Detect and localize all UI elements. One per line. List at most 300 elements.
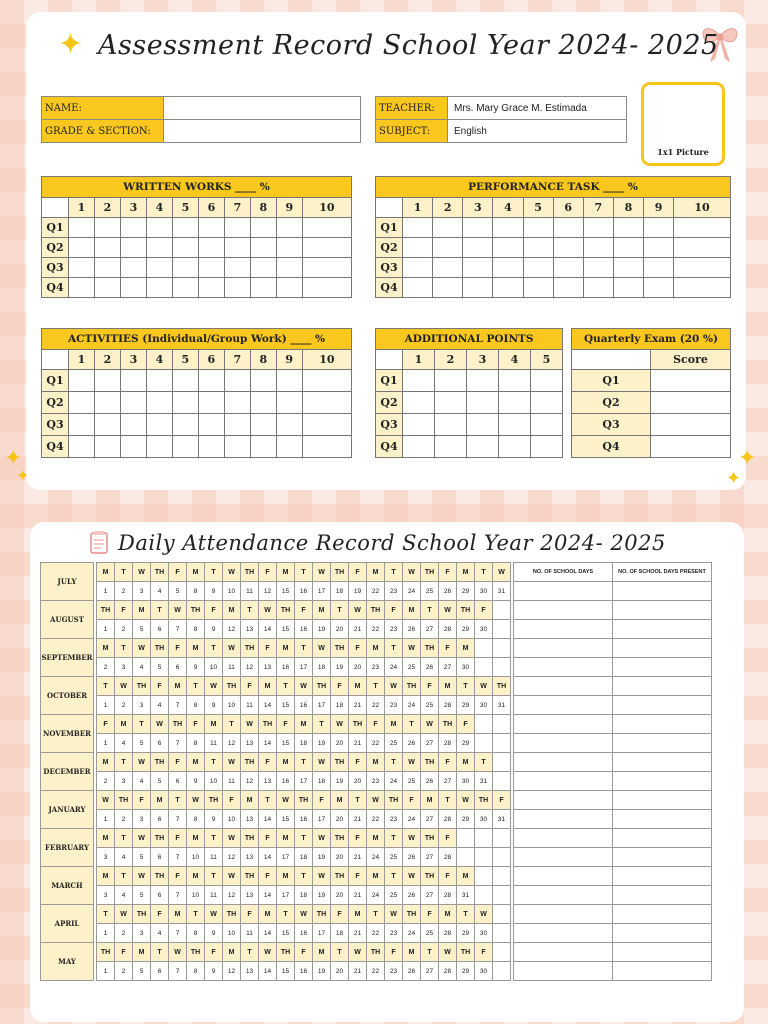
days-present-cell[interactable] — [613, 791, 712, 810]
act-score-cell[interactable] — [146, 436, 172, 458]
date-cell[interactable]: 24 — [403, 810, 421, 829]
pt-score-cell[interactable] — [403, 258, 433, 278]
date-cell[interactable] — [493, 658, 511, 677]
date-cell[interactable]: 13 — [241, 620, 259, 639]
date-cell[interactable]: 13 — [241, 810, 259, 829]
date-cell[interactable]: 7 — [169, 886, 187, 905]
grade-section-field[interactable] — [164, 120, 361, 143]
date-cell[interactable]: 2 — [115, 696, 133, 715]
date-cell[interactable]: 18 — [313, 658, 331, 677]
date-cell[interactable]: 31 — [493, 810, 511, 829]
date-cell[interactable]: 7 — [169, 924, 187, 943]
date-cell[interactable]: 10 — [223, 696, 241, 715]
date-cell[interactable]: 22 — [367, 620, 385, 639]
pt-score-cell[interactable] — [523, 278, 553, 298]
date-cell[interactable]: 29 — [457, 962, 475, 981]
date-cell[interactable]: 28 — [439, 886, 457, 905]
ap-score-cell[interactable] — [403, 436, 435, 458]
ww-score-cell[interactable] — [94, 278, 120, 298]
date-cell[interactable]: 12 — [223, 886, 241, 905]
date-cell[interactable]: 5 — [169, 582, 187, 601]
date-cell[interactable]: 29 — [457, 734, 475, 753]
date-cell[interactable]: 15 — [277, 582, 295, 601]
ww-score-cell[interactable] — [224, 258, 250, 278]
act-score-cell[interactable] — [250, 414, 276, 436]
ww-score-cell[interactable] — [69, 238, 95, 258]
ap-score-cell[interactable] — [530, 436, 562, 458]
date-cell[interactable]: 10 — [223, 810, 241, 829]
act-score-cell[interactable] — [69, 414, 95, 436]
date-cell[interactable]: 6 — [151, 886, 169, 905]
date-cell[interactable]: 24 — [367, 886, 385, 905]
ww-score-cell[interactable] — [120, 238, 146, 258]
date-cell[interactable]: 17 — [313, 810, 331, 829]
days-present-cell[interactable] — [613, 658, 712, 677]
date-cell[interactable] — [493, 848, 511, 867]
ww-score-cell[interactable] — [69, 218, 95, 238]
name-field[interactable] — [164, 97, 361, 120]
date-cell[interactable]: 30 — [475, 962, 493, 981]
date-cell[interactable]: 25 — [403, 772, 421, 791]
date-cell[interactable]: 15 — [277, 696, 295, 715]
pt-score-cell[interactable] — [553, 278, 583, 298]
date-cell[interactable]: 17 — [295, 772, 313, 791]
date-cell[interactable]: 16 — [295, 924, 313, 943]
ap-score-cell[interactable] — [403, 370, 435, 392]
date-cell[interactable]: 18 — [295, 734, 313, 753]
days-present-cell[interactable] — [613, 772, 712, 791]
act-score-cell[interactable] — [69, 392, 95, 414]
ap-score-cell[interactable] — [498, 370, 530, 392]
date-cell[interactable]: 8 — [187, 924, 205, 943]
date-cell[interactable]: 10 — [223, 924, 241, 943]
date-cell[interactable]: 19 — [331, 772, 349, 791]
ww-score-cell[interactable] — [198, 278, 224, 298]
ap-score-cell[interactable] — [466, 436, 498, 458]
ww-score-cell[interactable] — [224, 278, 250, 298]
days-present-cell[interactable] — [613, 848, 712, 867]
date-cell[interactable]: 11 — [241, 582, 259, 601]
date-cell[interactable]: 20 — [331, 810, 349, 829]
act-score-cell[interactable] — [146, 414, 172, 436]
date-cell[interactable]: 28 — [439, 848, 457, 867]
ap-score-cell[interactable] — [466, 392, 498, 414]
date-cell[interactable] — [475, 886, 493, 905]
date-cell[interactable]: 4 — [115, 734, 133, 753]
date-cell[interactable]: 23 — [385, 924, 403, 943]
date-cell[interactable]: 24 — [385, 658, 403, 677]
date-cell[interactable]: 20 — [331, 886, 349, 905]
date-cell[interactable]: 24 — [367, 848, 385, 867]
date-cell[interactable]: 9 — [205, 620, 223, 639]
date-cell[interactable]: 4 — [151, 924, 169, 943]
date-cell[interactable]: 10 — [187, 848, 205, 867]
date-cell[interactable]: 20 — [331, 620, 349, 639]
date-cell[interactable]: 22 — [367, 582, 385, 601]
school-days-cell[interactable] — [514, 829, 613, 848]
ww-score-cell[interactable] — [146, 218, 172, 238]
pt-score-cell[interactable] — [433, 218, 463, 238]
date-cell[interactable]: 16 — [295, 962, 313, 981]
school-days-cell[interactable] — [514, 658, 613, 677]
date-cell[interactable]: 26 — [403, 962, 421, 981]
act-score-cell[interactable] — [172, 392, 198, 414]
ap-score-cell[interactable] — [530, 414, 562, 436]
date-cell[interactable]: 1 — [97, 962, 115, 981]
pt-score-cell[interactable] — [644, 278, 674, 298]
ap-score-cell[interactable] — [434, 414, 466, 436]
date-cell[interactable]: 15 — [277, 620, 295, 639]
date-cell[interactable]: 16 — [295, 582, 313, 601]
date-cell[interactable]: 23 — [385, 696, 403, 715]
school-days-cell[interactable] — [514, 962, 613, 981]
school-days-cell[interactable] — [514, 582, 613, 601]
date-cell[interactable]: 8 — [187, 696, 205, 715]
pt-score-cell[interactable] — [674, 278, 731, 298]
date-cell[interactable]: 17 — [313, 924, 331, 943]
act-score-cell[interactable] — [172, 370, 198, 392]
date-cell[interactable]: 8 — [187, 620, 205, 639]
date-cell[interactable]: 26 — [421, 772, 439, 791]
date-cell[interactable]: 23 — [367, 772, 385, 791]
ww-score-cell[interactable] — [198, 258, 224, 278]
date-cell[interactable]: 2 — [115, 582, 133, 601]
pt-score-cell[interactable] — [523, 218, 553, 238]
date-cell[interactable]: 17 — [277, 886, 295, 905]
date-cell[interactable] — [475, 848, 493, 867]
date-cell[interactable]: 24 — [385, 772, 403, 791]
date-cell[interactable]: 28 — [439, 696, 457, 715]
date-cell[interactable]: 5 — [133, 734, 151, 753]
date-cell[interactable]: 20 — [331, 848, 349, 867]
date-cell[interactable]: 2 — [115, 924, 133, 943]
ap-score-cell[interactable] — [434, 392, 466, 414]
days-present-cell[interactable] — [613, 601, 712, 620]
ww-score-cell[interactable] — [94, 258, 120, 278]
act-score-cell[interactable] — [198, 392, 224, 414]
date-cell[interactable]: 19 — [313, 886, 331, 905]
pt-score-cell[interactable] — [463, 278, 493, 298]
date-cell[interactable]: 2 — [97, 658, 115, 677]
pt-score-cell[interactable] — [674, 238, 731, 258]
pt-score-cell[interactable] — [463, 238, 493, 258]
date-cell[interactable]: 12 — [223, 620, 241, 639]
days-present-cell[interactable] — [613, 943, 712, 962]
pt-score-cell[interactable] — [493, 278, 523, 298]
pt-score-cell[interactable] — [613, 258, 643, 278]
pt-score-cell[interactable] — [644, 238, 674, 258]
quarterly-exam-score[interactable] — [651, 414, 731, 436]
school-days-cell[interactable] — [514, 943, 613, 962]
pt-score-cell[interactable] — [493, 238, 523, 258]
date-cell[interactable]: 27 — [421, 810, 439, 829]
date-cell[interactable]: 9 — [205, 924, 223, 943]
date-cell[interactable]: 1 — [97, 620, 115, 639]
act-score-cell[interactable] — [224, 414, 250, 436]
ap-score-cell[interactable] — [498, 392, 530, 414]
date-cell[interactable]: 1 — [97, 582, 115, 601]
pt-score-cell[interactable] — [403, 238, 433, 258]
date-cell[interactable]: 9 — [205, 696, 223, 715]
date-cell[interactable]: 11 — [205, 848, 223, 867]
ap-score-cell[interactable] — [434, 436, 466, 458]
date-cell[interactable]: 6 — [151, 810, 169, 829]
date-cell[interactable]: 15 — [277, 734, 295, 753]
date-cell[interactable]: 19 — [331, 658, 349, 677]
act-score-cell[interactable] — [146, 370, 172, 392]
date-cell[interactable]: 18 — [313, 772, 331, 791]
date-cell[interactable]: 30 — [457, 658, 475, 677]
date-cell[interactable]: 9 — [205, 962, 223, 981]
date-cell[interactable]: 30 — [475, 924, 493, 943]
date-cell[interactable]: 15 — [277, 810, 295, 829]
pt-score-cell[interactable] — [493, 258, 523, 278]
act-score-cell[interactable] — [250, 436, 276, 458]
act-score-cell[interactable] — [276, 436, 302, 458]
date-cell[interactable]: 15 — [277, 924, 295, 943]
date-cell[interactable]: 24 — [403, 582, 421, 601]
ww-score-cell[interactable] — [172, 258, 198, 278]
pt-score-cell[interactable] — [644, 218, 674, 238]
date-cell[interactable]: 30 — [475, 810, 493, 829]
act-score-cell[interactable] — [120, 370, 146, 392]
date-cell[interactable]: 1 — [97, 696, 115, 715]
date-cell[interactable]: 19 — [349, 582, 367, 601]
ww-score-cell[interactable] — [198, 218, 224, 238]
ap-score-cell[interactable] — [466, 414, 498, 436]
date-cell[interactable]: 26 — [403, 886, 421, 905]
act-score-cell[interactable] — [302, 392, 351, 414]
school-days-cell[interactable] — [514, 639, 613, 658]
date-cell[interactable]: 25 — [385, 848, 403, 867]
date-cell[interactable]: 10 — [187, 886, 205, 905]
date-cell[interactable]: 1 — [97, 924, 115, 943]
days-present-cell[interactable] — [613, 715, 712, 734]
act-score-cell[interactable] — [224, 436, 250, 458]
ww-score-cell[interactable] — [302, 278, 351, 298]
act-score-cell[interactable] — [120, 436, 146, 458]
act-score-cell[interactable] — [146, 392, 172, 414]
ww-score-cell[interactable] — [302, 238, 351, 258]
school-days-cell[interactable] — [514, 601, 613, 620]
date-cell[interactable]: 30 — [475, 620, 493, 639]
date-cell[interactable]: 31 — [475, 772, 493, 791]
date-cell[interactable]: 21 — [349, 924, 367, 943]
ww-score-cell[interactable] — [250, 218, 276, 238]
school-days-cell[interactable] — [514, 848, 613, 867]
teacher-field[interactable]: Mrs. Mary Grace M. Estimada — [448, 97, 627, 120]
school-days-cell[interactable] — [514, 753, 613, 772]
ap-score-cell[interactable] — [466, 370, 498, 392]
days-present-cell[interactable] — [613, 734, 712, 753]
act-score-cell[interactable] — [198, 414, 224, 436]
date-cell[interactable] — [475, 658, 493, 677]
days-present-cell[interactable] — [613, 886, 712, 905]
act-score-cell[interactable] — [94, 414, 120, 436]
ap-score-cell[interactable] — [530, 370, 562, 392]
days-present-cell[interactable] — [613, 582, 712, 601]
days-present-cell[interactable] — [613, 696, 712, 715]
date-cell[interactable]: 10 — [223, 582, 241, 601]
school-days-cell[interactable] — [514, 677, 613, 696]
ap-score-cell[interactable] — [498, 414, 530, 436]
date-cell[interactable]: 23 — [385, 962, 403, 981]
date-cell[interactable]: 28 — [439, 924, 457, 943]
school-days-cell[interactable] — [514, 715, 613, 734]
ap-score-cell[interactable] — [403, 414, 435, 436]
date-cell[interactable]: 23 — [367, 658, 385, 677]
ww-score-cell[interactable] — [94, 218, 120, 238]
days-present-cell[interactable] — [613, 962, 712, 981]
act-score-cell[interactable] — [302, 370, 351, 392]
school-days-cell[interactable] — [514, 886, 613, 905]
ww-score-cell[interactable] — [250, 238, 276, 258]
date-cell[interactable]: 26 — [403, 620, 421, 639]
quarterly-exam-score[interactable] — [651, 370, 731, 392]
date-cell[interactable]: 6 — [151, 620, 169, 639]
date-cell[interactable]: 22 — [367, 924, 385, 943]
act-score-cell[interactable] — [302, 436, 351, 458]
days-present-cell[interactable] — [613, 677, 712, 696]
date-cell[interactable]: 28 — [439, 620, 457, 639]
date-cell[interactable]: 29 — [457, 924, 475, 943]
date-cell[interactable]: 6 — [151, 734, 169, 753]
date-cell[interactable]: 11 — [223, 772, 241, 791]
act-score-cell[interactable] — [94, 392, 120, 414]
date-cell[interactable]: 7 — [169, 620, 187, 639]
ww-score-cell[interactable] — [120, 258, 146, 278]
date-cell[interactable]: 30 — [475, 582, 493, 601]
date-cell[interactable]: 31 — [493, 696, 511, 715]
school-days-cell[interactable] — [514, 734, 613, 753]
date-cell[interactable]: 25 — [385, 734, 403, 753]
pt-score-cell[interactable] — [433, 258, 463, 278]
act-score-cell[interactable] — [224, 392, 250, 414]
school-days-cell[interactable] — [514, 867, 613, 886]
date-cell[interactable]: 18 — [295, 848, 313, 867]
date-cell[interactable]: 2 — [115, 810, 133, 829]
date-cell[interactable]: 30 — [475, 696, 493, 715]
date-cell[interactable]: 5 — [151, 772, 169, 791]
quarterly-exam-score[interactable] — [651, 392, 731, 414]
date-cell[interactable]: 27 — [421, 734, 439, 753]
act-score-cell[interactable] — [276, 392, 302, 414]
date-cell[interactable]: 19 — [313, 734, 331, 753]
date-cell[interactable]: 4 — [133, 658, 151, 677]
school-days-cell[interactable] — [514, 772, 613, 791]
date-cell[interactable]: 3 — [133, 582, 151, 601]
date-cell[interactable] — [493, 962, 511, 981]
date-cell[interactable]: 18 — [295, 886, 313, 905]
ww-score-cell[interactable] — [198, 238, 224, 258]
pt-score-cell[interactable] — [674, 218, 731, 238]
date-cell[interactable]: 31 — [493, 582, 511, 601]
date-cell[interactable]: 14 — [259, 962, 277, 981]
date-cell[interactable]: 6 — [151, 848, 169, 867]
date-cell[interactable]: 3 — [133, 810, 151, 829]
ww-score-cell[interactable] — [276, 238, 302, 258]
date-cell[interactable]: 28 — [439, 734, 457, 753]
date-cell[interactable]: 27 — [439, 772, 457, 791]
date-cell[interactable]: 1 — [97, 810, 115, 829]
pt-score-cell[interactable] — [523, 238, 553, 258]
date-cell[interactable]: 21 — [349, 696, 367, 715]
quarterly-exam-score[interactable] — [651, 436, 731, 458]
date-cell[interactable] — [493, 772, 511, 791]
pt-score-cell[interactable] — [644, 258, 674, 278]
date-cell[interactable]: 28 — [439, 962, 457, 981]
ww-score-cell[interactable] — [224, 238, 250, 258]
days-present-cell[interactable] — [613, 867, 712, 886]
date-cell[interactable]: 22 — [367, 696, 385, 715]
date-cell[interactable]: 3 — [133, 696, 151, 715]
days-present-cell[interactable] — [613, 924, 712, 943]
ww-score-cell[interactable] — [302, 218, 351, 238]
ww-score-cell[interactable] — [250, 258, 276, 278]
picture-box[interactable] — [641, 82, 725, 166]
date-cell[interactable]: 13 — [241, 848, 259, 867]
act-score-cell[interactable] — [69, 436, 95, 458]
pt-score-cell[interactable] — [583, 218, 613, 238]
pt-score-cell[interactable] — [553, 258, 583, 278]
ww-score-cell[interactable] — [146, 278, 172, 298]
date-cell[interactable]: 1 — [97, 734, 115, 753]
date-cell[interactable]: 4 — [151, 696, 169, 715]
date-cell[interactable]: 21 — [349, 734, 367, 753]
date-cell[interactable] — [493, 924, 511, 943]
ww-score-cell[interactable] — [146, 258, 172, 278]
date-cell[interactable]: 11 — [205, 734, 223, 753]
school-days-cell[interactable] — [514, 924, 613, 943]
date-cell[interactable]: 29 — [457, 810, 475, 829]
date-cell[interactable]: 16 — [295, 696, 313, 715]
date-cell[interactable]: 23 — [385, 810, 403, 829]
date-cell[interactable]: 9 — [205, 810, 223, 829]
act-score-cell[interactable] — [250, 370, 276, 392]
date-cell[interactable]: 13 — [259, 772, 277, 791]
act-score-cell[interactable] — [302, 414, 351, 436]
date-cell[interactable]: 28 — [439, 810, 457, 829]
pt-score-cell[interactable] — [613, 278, 643, 298]
date-cell[interactable]: 27 — [421, 848, 439, 867]
date-cell[interactable]: 17 — [313, 582, 331, 601]
school-days-cell[interactable] — [514, 810, 613, 829]
date-cell[interactable]: 26 — [439, 582, 457, 601]
ww-score-cell[interactable] — [120, 278, 146, 298]
date-cell[interactable]: 5 — [133, 848, 151, 867]
date-cell[interactable]: 7 — [169, 962, 187, 981]
ww-score-cell[interactable] — [69, 258, 95, 278]
date-cell[interactable]: 27 — [421, 962, 439, 981]
date-cell[interactable]: 7 — [169, 848, 187, 867]
act-score-cell[interactable] — [276, 414, 302, 436]
pt-score-cell[interactable] — [553, 218, 583, 238]
pt-score-cell[interactable] — [583, 278, 613, 298]
date-cell[interactable]: 27 — [439, 658, 457, 677]
ww-score-cell[interactable] — [94, 238, 120, 258]
date-cell[interactable]: 25 — [421, 582, 439, 601]
ww-score-cell[interactable] — [120, 218, 146, 238]
date-cell[interactable]: 17 — [313, 696, 331, 715]
days-present-cell[interactable] — [613, 905, 712, 924]
ap-score-cell[interactable] — [530, 392, 562, 414]
ap-score-cell[interactable] — [434, 370, 466, 392]
date-cell[interactable]: 4 — [133, 772, 151, 791]
act-score-cell[interactable] — [94, 436, 120, 458]
date-cell[interactable]: 5 — [133, 620, 151, 639]
ww-score-cell[interactable] — [302, 258, 351, 278]
ww-score-cell[interactable] — [276, 218, 302, 238]
